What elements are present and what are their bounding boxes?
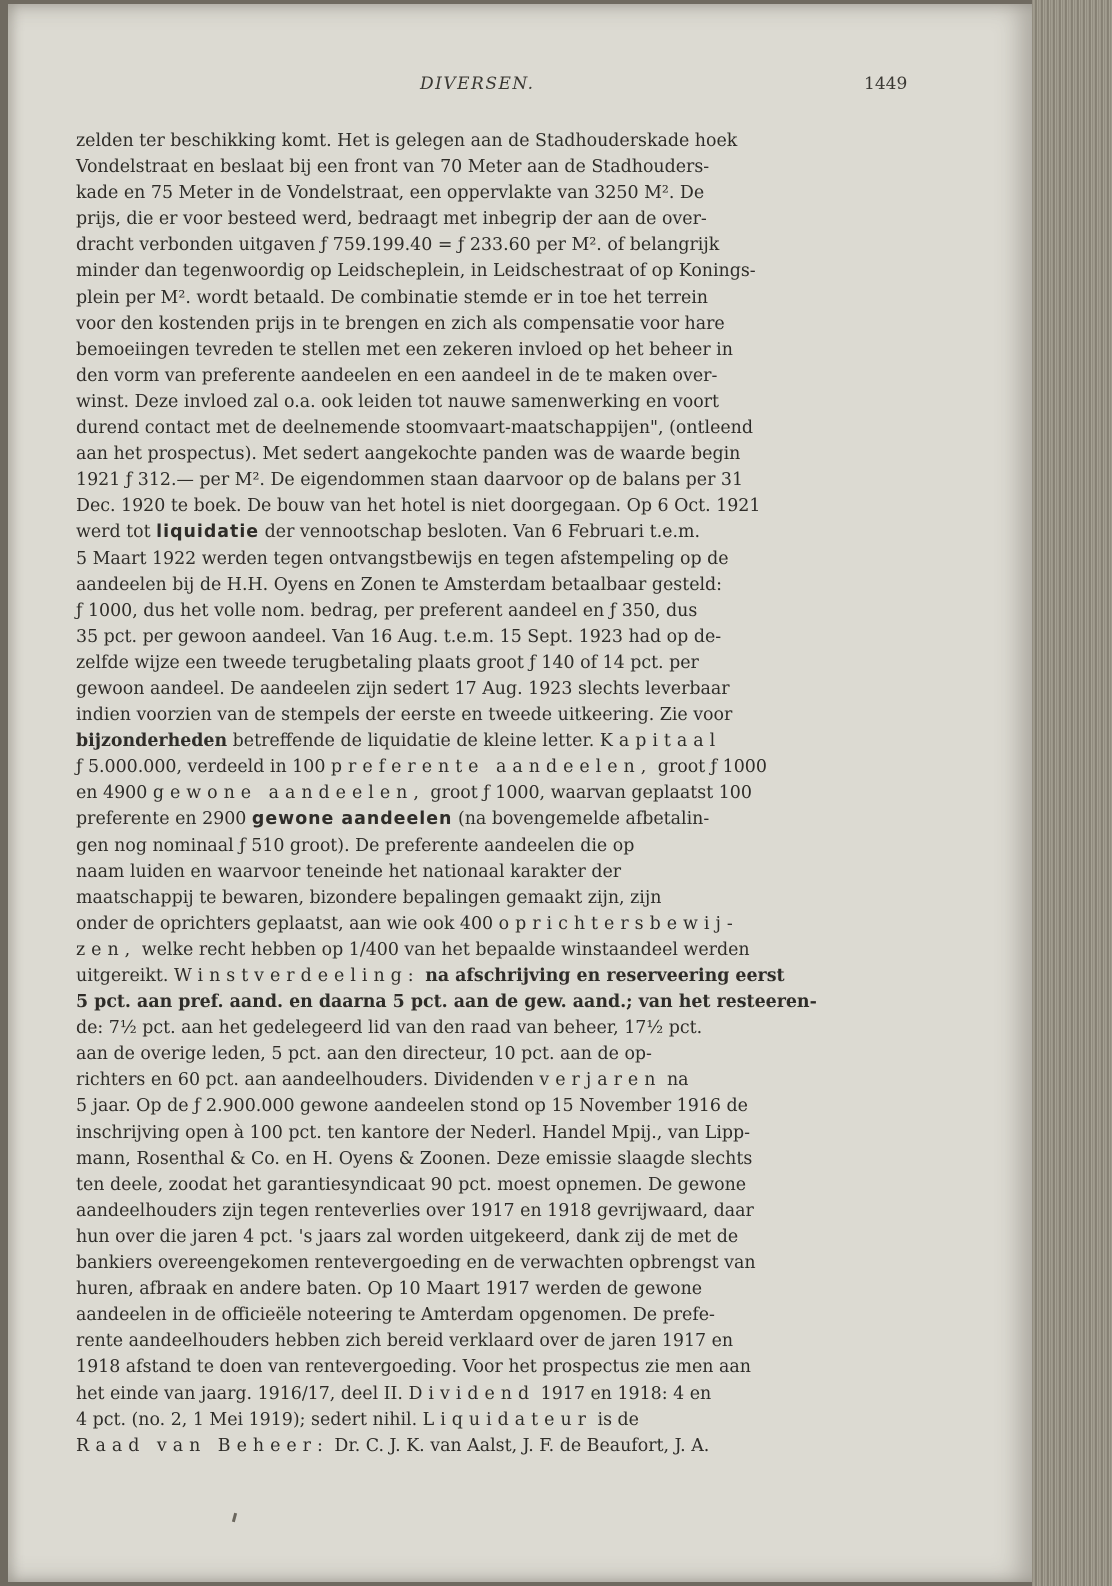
text-run: ƒ 1000, dus het volle nom. bedrag, per preferent aandeel en ƒ 350, dus xyxy=(76,600,698,621)
text-run: is de xyxy=(597,1409,639,1430)
text-run: 1918 afstand te doen van rentevergoeding. Voor het prospectus zie men aan xyxy=(76,1357,751,1378)
text-run: gen nog nominaal ƒ 510 groot). De preferente aandeelen die op xyxy=(76,835,635,856)
text-run: den vorm van preferente aandeelen en een aandeel in de te maken over- xyxy=(76,365,718,386)
text-run: aandeelhouders zijn tegen renteverlies over 1917 en 1918 gevrijwaard, daar xyxy=(76,1200,754,1221)
text-run: inschrijving open à 100 pct. ten kantore der Nederl. Handel Mpij., van Lipp- xyxy=(76,1122,751,1143)
text-run: durend contact met de deelnemende stoomvaart-maatschappijen", (ontleend xyxy=(76,418,753,439)
text-run: aandeelen bij de H.H. Oyens en Zonen te Amsterdam betaalbaar gesteld: xyxy=(76,574,723,595)
text-line xyxy=(76,546,910,572)
text-line xyxy=(76,1433,910,1459)
text-line xyxy=(76,493,910,519)
text-run: 1921 ƒ 312.— per M². De eigendommen staan daarvoor op de balans per 31 xyxy=(76,470,744,491)
text-run: na xyxy=(666,1070,689,1091)
text-line xyxy=(76,989,910,1015)
text-run: plein per M². wordt betaald. De combinatie stemde er in toe het terrein xyxy=(76,287,709,308)
text-run: en 4900 xyxy=(76,783,148,804)
text-line xyxy=(76,1354,910,1380)
text-line xyxy=(76,963,910,989)
text-run: 5 jaar. Op de ƒ 2.900.000 gewone aandeelen stond op 15 November 1916 de xyxy=(76,1096,748,1117)
text-run: richters en 60 pct. aan aandeelhouders. Dividenden xyxy=(76,1070,534,1091)
text-line xyxy=(76,415,910,441)
text-run: naam luiden en waarvoor teneinde het nationaal karakter der xyxy=(76,861,622,882)
text-line xyxy=(76,806,910,832)
text-line xyxy=(76,1276,910,1302)
text-line xyxy=(76,1093,910,1119)
text-run: bankiers overeengekomen rentevergoeding en de verwachten opbrengst van xyxy=(76,1253,756,1274)
text-line xyxy=(76,232,910,258)
text-line xyxy=(76,728,910,754)
spaced-zen: zen, xyxy=(76,939,137,960)
spaced-raad-van-beheer: Raad van Beheer: xyxy=(76,1435,329,1456)
text-run: zelfde wijze een tweede terugbetaling plaats groot ƒ 140 of 14 pct. per xyxy=(76,652,699,673)
text-line xyxy=(76,598,910,624)
text-line xyxy=(76,911,910,937)
emphasis-afschrijving: na afschrijving en reserveering eerst xyxy=(425,966,785,986)
text-run: groot ƒ 1000, waarvan geplaatst 100 xyxy=(430,783,752,804)
text-run: hun over die jaren 4 pct. 's jaars zal worden uitgekeerd, dank zij de met de xyxy=(76,1226,739,1247)
text-run: rente aandeelhouders hebben zich bereid verklaard over de jaren 1917 en xyxy=(76,1331,734,1352)
text-line xyxy=(76,859,910,885)
text-run: werd tot xyxy=(76,522,151,543)
text-line xyxy=(76,1172,910,1198)
text-run: gewoon aandeel. De aandeelen zijn sedert 17 Aug. 1923 slechts leverbaar xyxy=(76,678,730,699)
text-run: ten deele, zoodat het garantiesyndicaat 90 pct. moest opnemen. De gewone xyxy=(76,1174,747,1195)
text-line xyxy=(76,1250,910,1276)
text-run: zelden ter beschikking komt. Het is gelegen aan de Stadhouderskade hoek xyxy=(76,131,738,151)
text-line xyxy=(76,467,910,493)
spaced-liquidateur: Liquidateur xyxy=(422,1409,592,1430)
text-run: prijs, die er voor besteed werd, bedraagt met inbegrip der aan de over- xyxy=(76,209,707,230)
text-line xyxy=(76,285,910,311)
text-line xyxy=(76,1146,910,1172)
text-run: de: 7½ pct. aan het gedelegeerd lid van den raad van beheer, 17½ pct. xyxy=(76,1018,703,1039)
text-run: 4 pct. (no. 2, 1 Mei 1919); sedert nihil. xyxy=(76,1409,418,1430)
text-run: uitgereikt. xyxy=(76,966,169,986)
text-run: het einde van jaarg. 1916/17, deel II. xyxy=(76,1383,403,1404)
text-run: (na bovengemelde afbetalin- xyxy=(457,809,710,830)
text-line xyxy=(76,154,910,180)
text-run: dracht verbonden uitgaven ƒ 759.199.40 = ƒ 233.60 per M². of belangrijk xyxy=(76,235,720,256)
page-number: 1449 xyxy=(864,74,908,94)
text-run: 5 Maart 1922 werden tegen ontvangstbewijs en tegen afstempeling op de xyxy=(76,548,729,569)
page-edges xyxy=(1032,0,1112,1586)
text-run: Vondelstraat en beslaat bij een front van 70 Meter aan de Stadhouders- xyxy=(76,157,710,178)
text-line xyxy=(76,1381,910,1407)
text-line xyxy=(76,128,910,154)
text-run: onder de oprichters geplaatst, aan wie ook 400 xyxy=(76,913,494,934)
text-run: mann, Rosenthal & Co. en H. Oyens & Zoonen. Deze emissie slaagde slechts xyxy=(76,1148,753,1169)
text-line xyxy=(76,206,910,232)
spaced-kapitaal: Kapitaal xyxy=(599,731,722,752)
text-line xyxy=(76,1302,910,1328)
spaced-preferente-aandeelen: preferente aandeelen, xyxy=(330,757,653,778)
text-line xyxy=(76,1198,910,1224)
page-header xyxy=(0,74,1112,104)
spaced-oprichtersbewijzen: oprichtersbewij- xyxy=(498,913,739,934)
text-run: indien voorzien van de stempels der eerste en tweede uitkeering. Zie voor xyxy=(76,705,733,726)
text-run: der vennootschap besloten. Van 6 Februari t.e.m. xyxy=(264,522,700,543)
text-line xyxy=(76,885,910,911)
body-text xyxy=(76,128,910,1459)
text-run: minder dan tegenwoordig op Leidscheplein, in Leidschestraat of op Konings- xyxy=(76,261,756,282)
text-line xyxy=(76,1015,910,1041)
text-line xyxy=(76,833,910,859)
text-line xyxy=(76,676,910,702)
text-line xyxy=(76,572,910,598)
emphasis-pct-line: 5 pct. aan pref. aand. en daarna 5 pct. aan de gew. aand.; van het resteeren- xyxy=(76,992,817,1013)
text-run: winst. Deze invloed zal o.a. ook leiden tot nauwe samenwerking en voort xyxy=(76,391,719,412)
text-line xyxy=(76,624,910,650)
text-run: aandeelen in de officieële noteering te Amterdam opgenomen. De prefe- xyxy=(76,1305,715,1326)
text-run: Dec. 1920 te boek. De bouw van het hotel is niet doorgegaan. Op 6 Oct. 1921 xyxy=(76,496,761,517)
text-run: ƒ 5.000.000, verdeeld in 100 xyxy=(76,757,326,778)
running-head: DIVERSEN. xyxy=(420,74,535,94)
spaced-dividend: Dividend xyxy=(408,1383,536,1404)
text-line xyxy=(76,1041,910,1067)
text-run: welke recht hebben op 1/400 van het bepaalde winstaandeel werden xyxy=(141,939,750,960)
emphasis-bijzonderheden: bijzonderheden xyxy=(76,731,228,752)
text-run: preferente en 2900 xyxy=(76,809,247,830)
text-line xyxy=(76,519,910,545)
text-line xyxy=(76,311,910,337)
text-line xyxy=(76,754,910,780)
spaced-verjaren: verjaren xyxy=(539,1070,662,1091)
emphasis-liquidatie: liquidatie xyxy=(156,522,260,543)
emphasis-gewone-aandeelen: gewone aandeelen xyxy=(251,809,453,830)
text-run: voor den kostenden prijs in te brengen en zich als compensatie voor hare xyxy=(76,313,725,334)
text-line xyxy=(76,441,910,467)
text-line xyxy=(76,650,910,676)
text-run: aan de overige leden, 5 pct. aan den directeur, 10 pct. aan de op- xyxy=(76,1044,652,1065)
text-run: huren, afbraak en andere baten. Op 10 Maart 1917 werden de gewone xyxy=(76,1279,703,1300)
text-line xyxy=(76,937,910,963)
text-line xyxy=(76,1224,910,1250)
spaced-winstverdeeling: Winstverdeeling: xyxy=(173,966,420,986)
text-run: maatschappij te bewaren, bizondere bepalingen gemaakt zijn, zijn xyxy=(76,887,662,908)
spaced-gewone-aandeelen: gewone aandeelen, xyxy=(152,783,425,804)
text-run: kade en 75 Meter in de Vondelstraat, een oppervlakte van 3250 M². De xyxy=(76,183,705,204)
text-line xyxy=(76,1120,910,1146)
text-line xyxy=(76,337,910,363)
text-line xyxy=(76,1067,910,1093)
text-run: 1917 en 1918: 4 en xyxy=(540,1383,712,1404)
text-line xyxy=(76,702,910,728)
text-line xyxy=(76,780,910,806)
text-run: betreffende de liquidatie de kleine letter. xyxy=(232,731,595,752)
text-run: Dr. C. J. K. van Aalst, J. F. de Beaufort, J. A. xyxy=(334,1435,710,1456)
text-run: 35 pct. per gewoon aandeel. Van 16 Aug. t.e.m. 15 Sept. 1923 had op de- xyxy=(76,626,722,647)
text-line xyxy=(76,258,910,284)
text-run: bemoeiingen tevreden te stellen met een zekeren invloed op het beheer in xyxy=(76,339,733,360)
text-line xyxy=(76,1407,910,1433)
text-run: aan het prospectus). Met sedert aangekochte panden was de waarde begin xyxy=(76,444,741,465)
text-line xyxy=(76,180,910,206)
text-line xyxy=(76,389,910,415)
text-line xyxy=(76,363,910,389)
text-line xyxy=(76,1328,910,1354)
text-run: groot ƒ 1000 xyxy=(657,757,767,778)
